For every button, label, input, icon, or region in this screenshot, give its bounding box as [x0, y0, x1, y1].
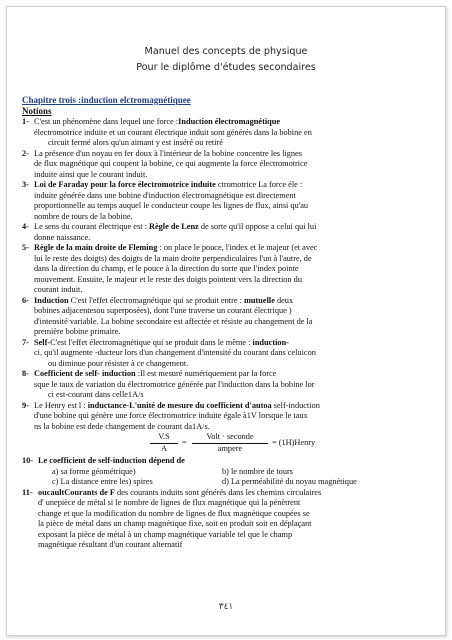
notion-item-3 — [22, 180, 432, 222]
item-text: Le sens du courant électrique est : — [34, 222, 149, 231]
item-term: Règle de Lenz — [148, 222, 199, 231]
notion-item-2 — [22, 149, 432, 181]
item-text: C'est un phénomène dans lequel une force : — [34, 117, 179, 126]
notion-item-6 — [22, 296, 432, 338]
fraction-numerator: Volt · seconde — [192, 432, 268, 444]
item-number: 4- — [22, 222, 29, 231]
notion-item-11 — [22, 488, 432, 551]
item-line: d'intensité variable. La bobine secondaire est affectée et résiste au changement de la — [34, 316, 313, 326]
item-line: lui le reste des doigts) des doigts de la main droite perpendiculaires l'un à l'autre, de — [34, 253, 312, 263]
header-subtitle: Pour le diplôme d'études secondaires — [136, 62, 316, 73]
notion-item-4 — [22, 222, 432, 243]
item-line: courant induit. — [34, 285, 83, 294]
item-line: magnétique résultant d'un courant alternatif — [38, 540, 183, 549]
item-line: sque le taux de variation du électromotrice générée par l'induction dans la bobine lor — [34, 379, 315, 389]
item-line: ci, qu'il augmente -ducteur lors d'un changement d'intensité du courant dans celuicon — [34, 348, 316, 357]
item-text: C'est l'effet électromagnétique qui se produit entre : — [68, 295, 244, 305]
item-number: 1- — [22, 117, 29, 126]
factor-a: a) sa forme géométrique) — [52, 466, 136, 476]
item-line: première bobine primaire. — [34, 327, 121, 336]
item-line: ci est-courant dans celle1A/s — [48, 390, 144, 399]
header-title: Manuel des concepts de physique — [144, 46, 308, 57]
item-term: Loi de Faraday pour la force électromotrice induite — [34, 180, 216, 189]
notion-item-8 — [22, 369, 432, 401]
factor-d: d) La perméabilité du noyau magnétique — [222, 477, 357, 486]
item-text: C'est l'effet électromagnétique qui se produit dans le même : — [50, 337, 253, 347]
item-line: proportionnelle au temps auquel le conducteur coupe les lignes de flux, ainsi qu'au — [34, 201, 309, 210]
item-line: mouvement. Ensuite, le majeur et le reste des doigts pointent vers la direction du — [34, 274, 302, 284]
item-term: Coefficient de self- induction — [34, 369, 136, 378]
factor-row — [38, 467, 432, 478]
item-line: La présence d'un noyau en fer doux à l'intérieur de la bobine concentre les lignes — [34, 148, 302, 158]
item-term: Self- — [34, 337, 51, 347]
fraction-vs-over-a — [150, 432, 178, 454]
item-line: nombre de tours de la bobine. — [34, 211, 133, 221]
item-number: 3- — [22, 180, 29, 189]
item-line: exposant la pièce de métal à un champ magnétique variable tel que le champ — [38, 529, 293, 539]
item-number: 10- — [22, 456, 34, 465]
factor-c: c) La distance entre les) spires — [52, 477, 153, 486]
item-number: 2- — [22, 148, 29, 158]
henry-formula — [58, 432, 432, 456]
item-line: bobines adjacentesou superposées), dont l'une traverse un courant électrique ) — [34, 306, 292, 315]
factor-b: b) le nombre de tours — [222, 466, 293, 476]
item-number: 7- — [22, 337, 29, 347]
item-text: des courants induits sont générés dans les chemins circulaires — [114, 487, 322, 497]
item-number: 9- — [22, 400, 29, 410]
item-line: de flux magnétique qui coupent la bobine, ce qui augmente la force électromotrice — [34, 159, 308, 168]
item-text: :Il est mesuré numériquement par la force — [135, 369, 277, 378]
item-line: circuit fermé alors qu'un aimant y est inséré ou retiré — [48, 138, 223, 147]
notion-item-5 — [22, 243, 432, 296]
document-body — [22, 95, 432, 551]
chapter-title: Chapitre trois :induction elctromagnétiquee — [22, 95, 191, 105]
item-term: Règle de la main droite de Fleming — [34, 243, 158, 252]
item-term: oucaultCourants de F — [38, 487, 115, 497]
item-term: Induction — [34, 295, 69, 305]
item-line: donne naissance. — [34, 232, 91, 242]
item-term: Induction électromagnétique — [178, 117, 281, 126]
fraction-denominator: ampere — [217, 443, 243, 453]
item-text: Le Henry est l : — [34, 400, 88, 410]
item-term: mutuelle — [244, 295, 275, 305]
item-line: d' unepièce de métal si le nombre de lignes de flux magnétique qui la pénètrent — [38, 498, 301, 507]
item-text: self-induction — [271, 400, 320, 410]
item-line: change et que la modification du nombre de lignes de flux magnétique coupées se — [38, 508, 310, 518]
item-line: ou diminue pour résister à ce changement. — [48, 358, 189, 368]
item-text: deux — [274, 295, 294, 305]
page-number: ٣٤١ — [218, 601, 234, 611]
item-text: de sorte qu'il oppose a celui qui lui — [198, 222, 317, 231]
item-term: inductance-L'unité de mesure du coefficient d'autoa — [87, 400, 272, 410]
item-line: dans la direction du champ, et le pouce à la direction du sorte que l'index pointe — [34, 264, 299, 273]
item-text: : on place le pouce, l'index et le majeur (et avec — [157, 243, 318, 252]
equals-sign: = — [182, 438, 187, 447]
factor-row — [38, 477, 432, 488]
notions-heading: Notions — [22, 106, 52, 116]
item-line: induite générée dans une bobine d'induction électromagnétique est directement — [34, 190, 296, 200]
item-number: 5- — [22, 243, 29, 252]
item-number: 11- — [22, 487, 33, 497]
notion-item-10 — [22, 456, 432, 488]
fraction-volt-second-over-ampere — [192, 432, 268, 454]
notion-item-9 — [22, 401, 432, 433]
formula-result: = (1H)Henry — [272, 438, 316, 447]
item-text: ctromotrice La force éle : — [215, 180, 303, 189]
item-line: ns la bobine est dede changement de courant da1A/s. — [34, 421, 210, 431]
item-line: d'une bobine qui génère une force électromotrice induite égale à1V lorsque le taux — [34, 411, 308, 420]
item-line: la pièce de métal dans un champ magnétique fixe, soit en produit soit en déplaçant — [38, 519, 312, 528]
item-number: 8- — [22, 369, 29, 378]
fraction-denominator: A — [161, 443, 167, 453]
item-number: 6- — [22, 295, 29, 305]
item-term: induction- — [252, 337, 289, 347]
document-header — [0, 44, 452, 76]
item-term: Le coefficient de self-induction dépend de — [38, 456, 185, 465]
notion-item-1 — [22, 117, 432, 149]
item-line: induite ainsi que le courant induit. — [34, 169, 148, 179]
item-line: électromotrice induite et un courant électrique induit sont générés dans la bobine en — [34, 127, 312, 137]
notion-item-7 — [22, 338, 432, 370]
fraction-numerator: V.S — [150, 432, 178, 444]
